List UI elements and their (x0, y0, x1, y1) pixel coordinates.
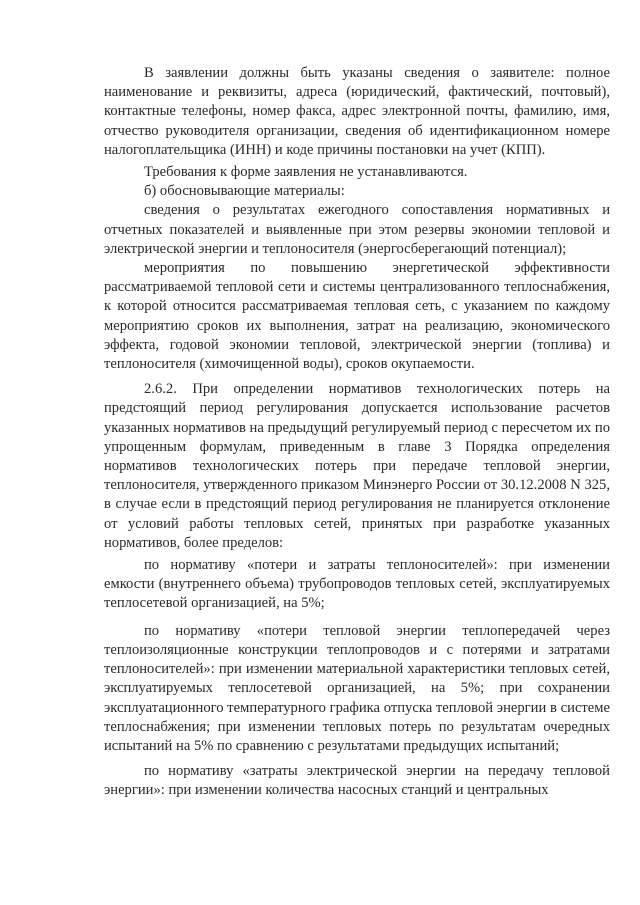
paragraph-heat-losses: по нормативу «потери тепловой энергии теплопередачей через теплоизоляционные конструкции теплопроводов и с потерями и затратами теплоносителей»: при изменении материальной характеристики тепловых сетей, эксплуатируемых теплосетевой организацией, на 5%; при сохранении эксплуатационного температурного графика отпуска тепловой энергии в системе теплоснабжения; при изменении тепловых потерь по результатам очередных испытаний на 5% по сравнению с результатами предыдущих испытаний; (104, 622, 610, 754)
paragraph-electric-energy: по нормативу «затраты электрической энергии на передачу тепловой энергии»: при изменении количества насосных станций и центральных (104, 763, 610, 799)
document-body (104, 64, 610, 801)
paragraph-supporting-materials: б) обосновывающие материалы: (144, 183, 345, 200)
paragraph-efficiency-measures: мероприятия по повышению энергетической эффективности рассматриваемой тепловой сети и системы централизованного теплоснабжения, к которой относится рассматриваемая тепловая сеть, с указанием по каждому мероприятию сроков их выполнения, затрат на реализацию, экономического эффекта, годовой экономии тепловой, электрической энергии (топлива) и теплоносителя (химочищенной воды), сроков окупаемости. (104, 260, 610, 373)
paragraph-applicant-info: В заявлении должны быть указаны сведения о заявителе: полное наименование и реквизиты, адреса (юридический, фактический, почтовый), контактные телефоны, номер факса, адрес электронной почты, фамилию, имя, отчество руководителя организации, сведения об идентификационном номере налогоплательщика (ИНН) и коде причины постановки на учет (КПП). (104, 65, 610, 158)
paragraph-annual-comparison: сведения о результатах ежегодного сопоставления нормативных и отчетных показателей и выявленные при этом резервы экономии тепловой и электрической энергии и теплоносителя (энергосберегающий потенциал); (104, 202, 610, 257)
paragraph-form-requirements: Требования к форме заявления не устанавливаются. (144, 164, 468, 181)
paragraph-coolant-losses: по нормативу «потери и затраты теплоносителей»: при изменении емкости (внутреннего объема) трубопроводов тепловых сетей, эксплуатируемых теплосетевой организацией, на 5%; (104, 557, 610, 612)
paragraph-section-2-6-2: 2.6.2. При определении нормативов технологических потерь на предстоящий период регулирования допускается использование расчетов указанных нормативов на предыдущий регулируемый период с пересчетом их по упрощенным формулам, приведенным в главе 3 Порядка определения нормативов технологических потерь при передаче тепловой энергии, теплоносителя, утвержденного приказом Минэнерго России от 30.12.2008 N 325, в случае если в предстоящий период регулирования не планируется отклонение от условий работы тепловых сетей, принятых при разработке указанных нормативов, более пределов: (104, 381, 610, 551)
